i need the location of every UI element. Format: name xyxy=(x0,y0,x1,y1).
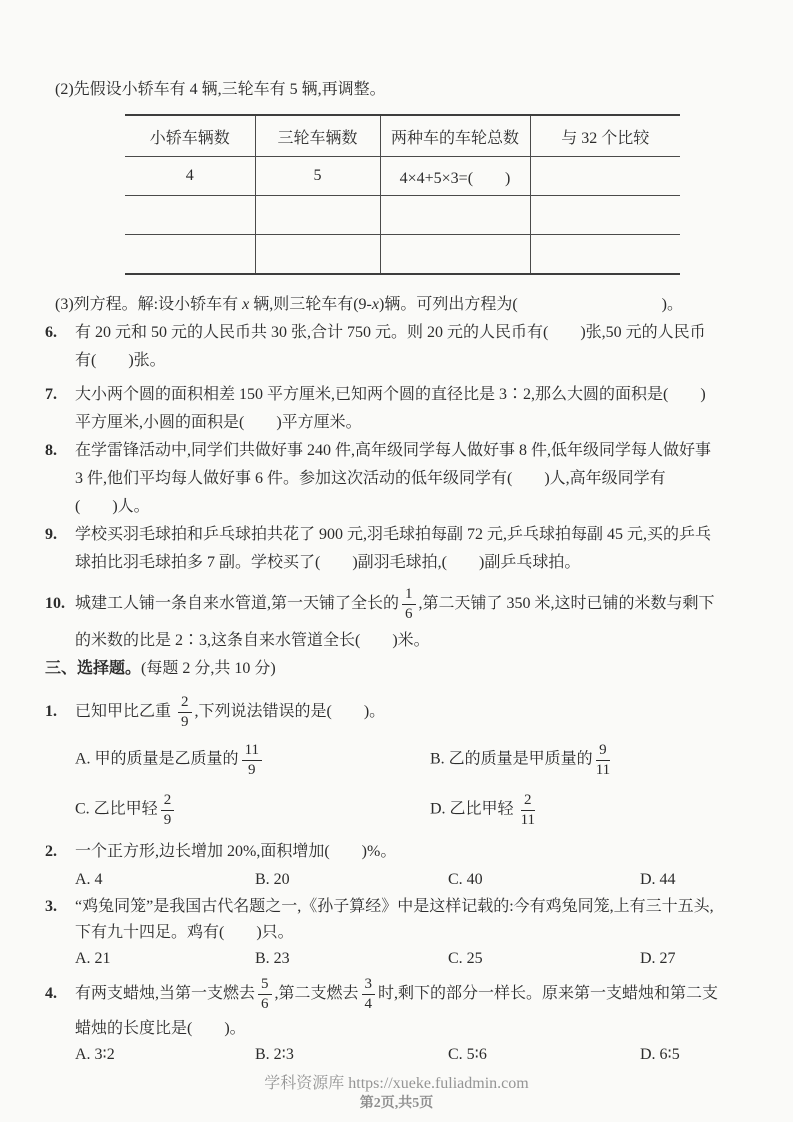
cell-cars-2 xyxy=(125,196,255,235)
footer-page-number: 第2页,共5页 xyxy=(359,1096,434,1111)
choice-3-number: 3. xyxy=(45,898,57,915)
choice-2-option-b: B. 20 xyxy=(255,871,290,888)
q8-line-2: 3 件,他们平均每人做好事 6 件。参加这次活动的低年级同学有( )人,高年级同学有 xyxy=(75,470,666,487)
choice-3-option-b: B. 23 xyxy=(255,950,290,967)
fraction: $\frac{2}{9}$ xyxy=(161,792,175,828)
choice-1-option-b: B. 乙的质量是甲质量的 $\frac{9}{11}$ xyxy=(430,742,611,778)
q9-line-2: 球拍比羽毛球拍多 7 副。学校买了( )副羽毛球拍,( )副乒乓球拍。 xyxy=(75,554,581,571)
cell-tricycles-1: 5 xyxy=(255,157,380,196)
question-7 xyxy=(45,381,748,437)
cell-tricycles-2 xyxy=(255,196,380,235)
choice-4-line-2: 蜡烛的长度比是( )。 xyxy=(75,1020,246,1037)
cell-wheels-1: 4×4+5×3=( ) xyxy=(380,157,530,196)
question-6-number: 6. xyxy=(45,324,57,341)
choice-question-1 xyxy=(45,689,748,735)
choice-question-4 xyxy=(45,972,748,1042)
variable-italic: x xyxy=(371,296,379,313)
fraction: $\frac{9}{11}$ xyxy=(595,742,611,778)
fraction: $\frac{3}{4}$ xyxy=(362,976,376,1012)
choice-1-options-row-2 xyxy=(45,785,748,835)
q8-line-3: ( )人。 xyxy=(75,498,150,515)
choice-3-option-d: D. 27 xyxy=(640,950,676,967)
choice-1-stem: 已知甲比乙重 $\frac{2}{9}$ ,下列说法错误的是( )。 xyxy=(75,694,386,730)
choice-4-option-a: A. 3∶2 xyxy=(75,1046,115,1063)
choice-2-option-c: C. 40 xyxy=(448,871,483,888)
section-3-note: (每题 2 分,共 10 分) xyxy=(141,660,276,677)
choice-4-options xyxy=(45,1042,748,1068)
choice-question-2 xyxy=(45,838,748,866)
choice-1-option-a: A. 甲的质量是乙质量的 $\frac{11}{9}$ xyxy=(75,742,430,778)
cell-wheels-2 xyxy=(380,196,530,235)
question-6 xyxy=(45,319,748,375)
page-footer xyxy=(45,1074,748,1113)
choice-3-line-1: “鸡兔同笼”是我国古代名题之一,《孙子算经》中是这样记载的:今有鸡兔同笼,上有三十五头, xyxy=(75,898,714,915)
cell-cars-1: 4 xyxy=(125,157,255,196)
choice-2-number: 2. xyxy=(45,843,57,860)
section-3-title: 三、选择题。 xyxy=(45,660,142,677)
choice-1-options-row-1 xyxy=(45,735,748,785)
choice-4-line-1: 有两支蜡烛,当第一支燃去 $\frac{5}{6}$ ,第二支燃去 $\frac{3}{4}$ 时,剩下的部分一样长。原来第一支蜡烛和第二支 xyxy=(75,976,719,1012)
col-header-compare-32: 与 32 个比较 xyxy=(561,129,650,147)
question-8-number: 8. xyxy=(45,442,57,459)
choice-4-option-b: B. 2∶3 xyxy=(255,1046,294,1063)
choice-1-number: 1. xyxy=(45,703,57,720)
vehicle-adjust-table xyxy=(125,114,680,275)
choice-4-option-d: D. 6∶5 xyxy=(640,1046,680,1063)
choice-2-option-d: D. 44 xyxy=(640,871,676,888)
choice-3-option-a: A. 21 xyxy=(75,950,111,967)
q8-line-1: 在学雷锋活动中,同学们共做好事 240 件,高年级同学每人做好事 8 件,低年级同学每人做好事 xyxy=(75,442,712,459)
question-8 xyxy=(45,437,748,521)
fraction: $\frac{11}{9}$ xyxy=(242,742,262,778)
fraction: $\frac{2}{9}$ xyxy=(178,694,192,730)
table-header-row xyxy=(125,115,680,157)
question-10 xyxy=(45,581,748,655)
cell-wheels-3 xyxy=(380,235,530,275)
choice-3-line-2: 下有九十四足。鸡有( )只。 xyxy=(75,924,294,941)
q10-line-1: 城建工人铺一条自来水管道,第一天铺了全长的 $\frac{1}{6}$ ,第二天铺了 350 米,这时已铺的米数与剩下 xyxy=(75,586,715,622)
question-10-number: 10. xyxy=(45,595,65,612)
table-row xyxy=(125,157,680,196)
variable-italic: x xyxy=(242,296,250,313)
fraction: $\frac{2}{11}$ xyxy=(520,792,536,828)
part2-intro: (2)先假设小轿车有 4 辆,三轮车有 5 辆,再调整。 xyxy=(55,81,386,98)
question-9 xyxy=(45,521,748,577)
choice-3-options xyxy=(45,946,748,972)
cell-compare-2 xyxy=(530,196,680,235)
cell-cars-3 xyxy=(125,235,255,275)
cell-compare-1 xyxy=(530,157,680,196)
q6-line-1: 有 20 元和 50 元的人民币共 30 张,合计 750 元。则 20 元的人民币有( )张,50 元的人民币 xyxy=(75,324,706,341)
q7-line-2: 平方厘米,小圆的面积是( )平方厘米。 xyxy=(75,414,362,431)
fraction: $\frac{5}{6}$ xyxy=(258,976,272,1012)
table-row xyxy=(125,235,680,275)
part3-equation-line: (3)列方程。解:设小轿车有 x 辆,则三轮车有(9-x)辆。可列出方程为( )。 xyxy=(55,296,683,313)
choice-3-option-c: C. 25 xyxy=(448,950,483,967)
col-header-cars: 小轿车辆数 xyxy=(125,115,255,157)
fraction: $\frac{1}{6}$ xyxy=(402,586,416,622)
choice-1-option-d: D. 乙比甲轻 $\frac{2}{11}$ xyxy=(430,792,536,828)
col-header-total-wheels: 两种车的车轮总数 xyxy=(380,115,530,157)
choice-2-option-a: A. 4 xyxy=(75,871,103,888)
choice-2-stem: 一个正方形,边长增加 20%,面积增加( )%。 xyxy=(75,843,397,860)
question-7-number: 7. xyxy=(45,386,57,403)
q10-line-2: 的米数的比是 2∶3,这条自来水管道全长( )米。 xyxy=(75,632,430,649)
choice-question-3 xyxy=(45,894,748,946)
q9-line-1: 学校买羽毛球拍和乒乓球拍共花了 900 元,羽毛球拍每副 72 元,乒乓球拍每副 45 元,买的乒乓 xyxy=(75,526,712,543)
cell-tricycles-3 xyxy=(255,235,380,275)
q6-line-2: 有( )张。 xyxy=(75,352,166,369)
choice-4-number: 4. xyxy=(45,985,57,1002)
table-row xyxy=(125,196,680,235)
choice-1-option-c: C. 乙比甲轻 $\frac{2}{9}$ xyxy=(75,792,430,828)
col-header-tricycles: 三轮车辆数 xyxy=(255,115,380,157)
section-3-heading xyxy=(45,655,748,683)
q7-line-1: 大小两个圆的面积相差 150 平方厘米,已知两个圆的直径比是 3∶2,那么大圆的面积是( ) xyxy=(75,386,706,403)
cell-compare-3 xyxy=(530,235,680,275)
choice-4-option-c: C. 5∶6 xyxy=(448,1046,487,1063)
footer-site-text: 学科资源库 https://xueke.fuliadmin.com xyxy=(264,1075,529,1092)
choice-2-options xyxy=(45,866,748,894)
question-9-number: 9. xyxy=(45,526,57,543)
